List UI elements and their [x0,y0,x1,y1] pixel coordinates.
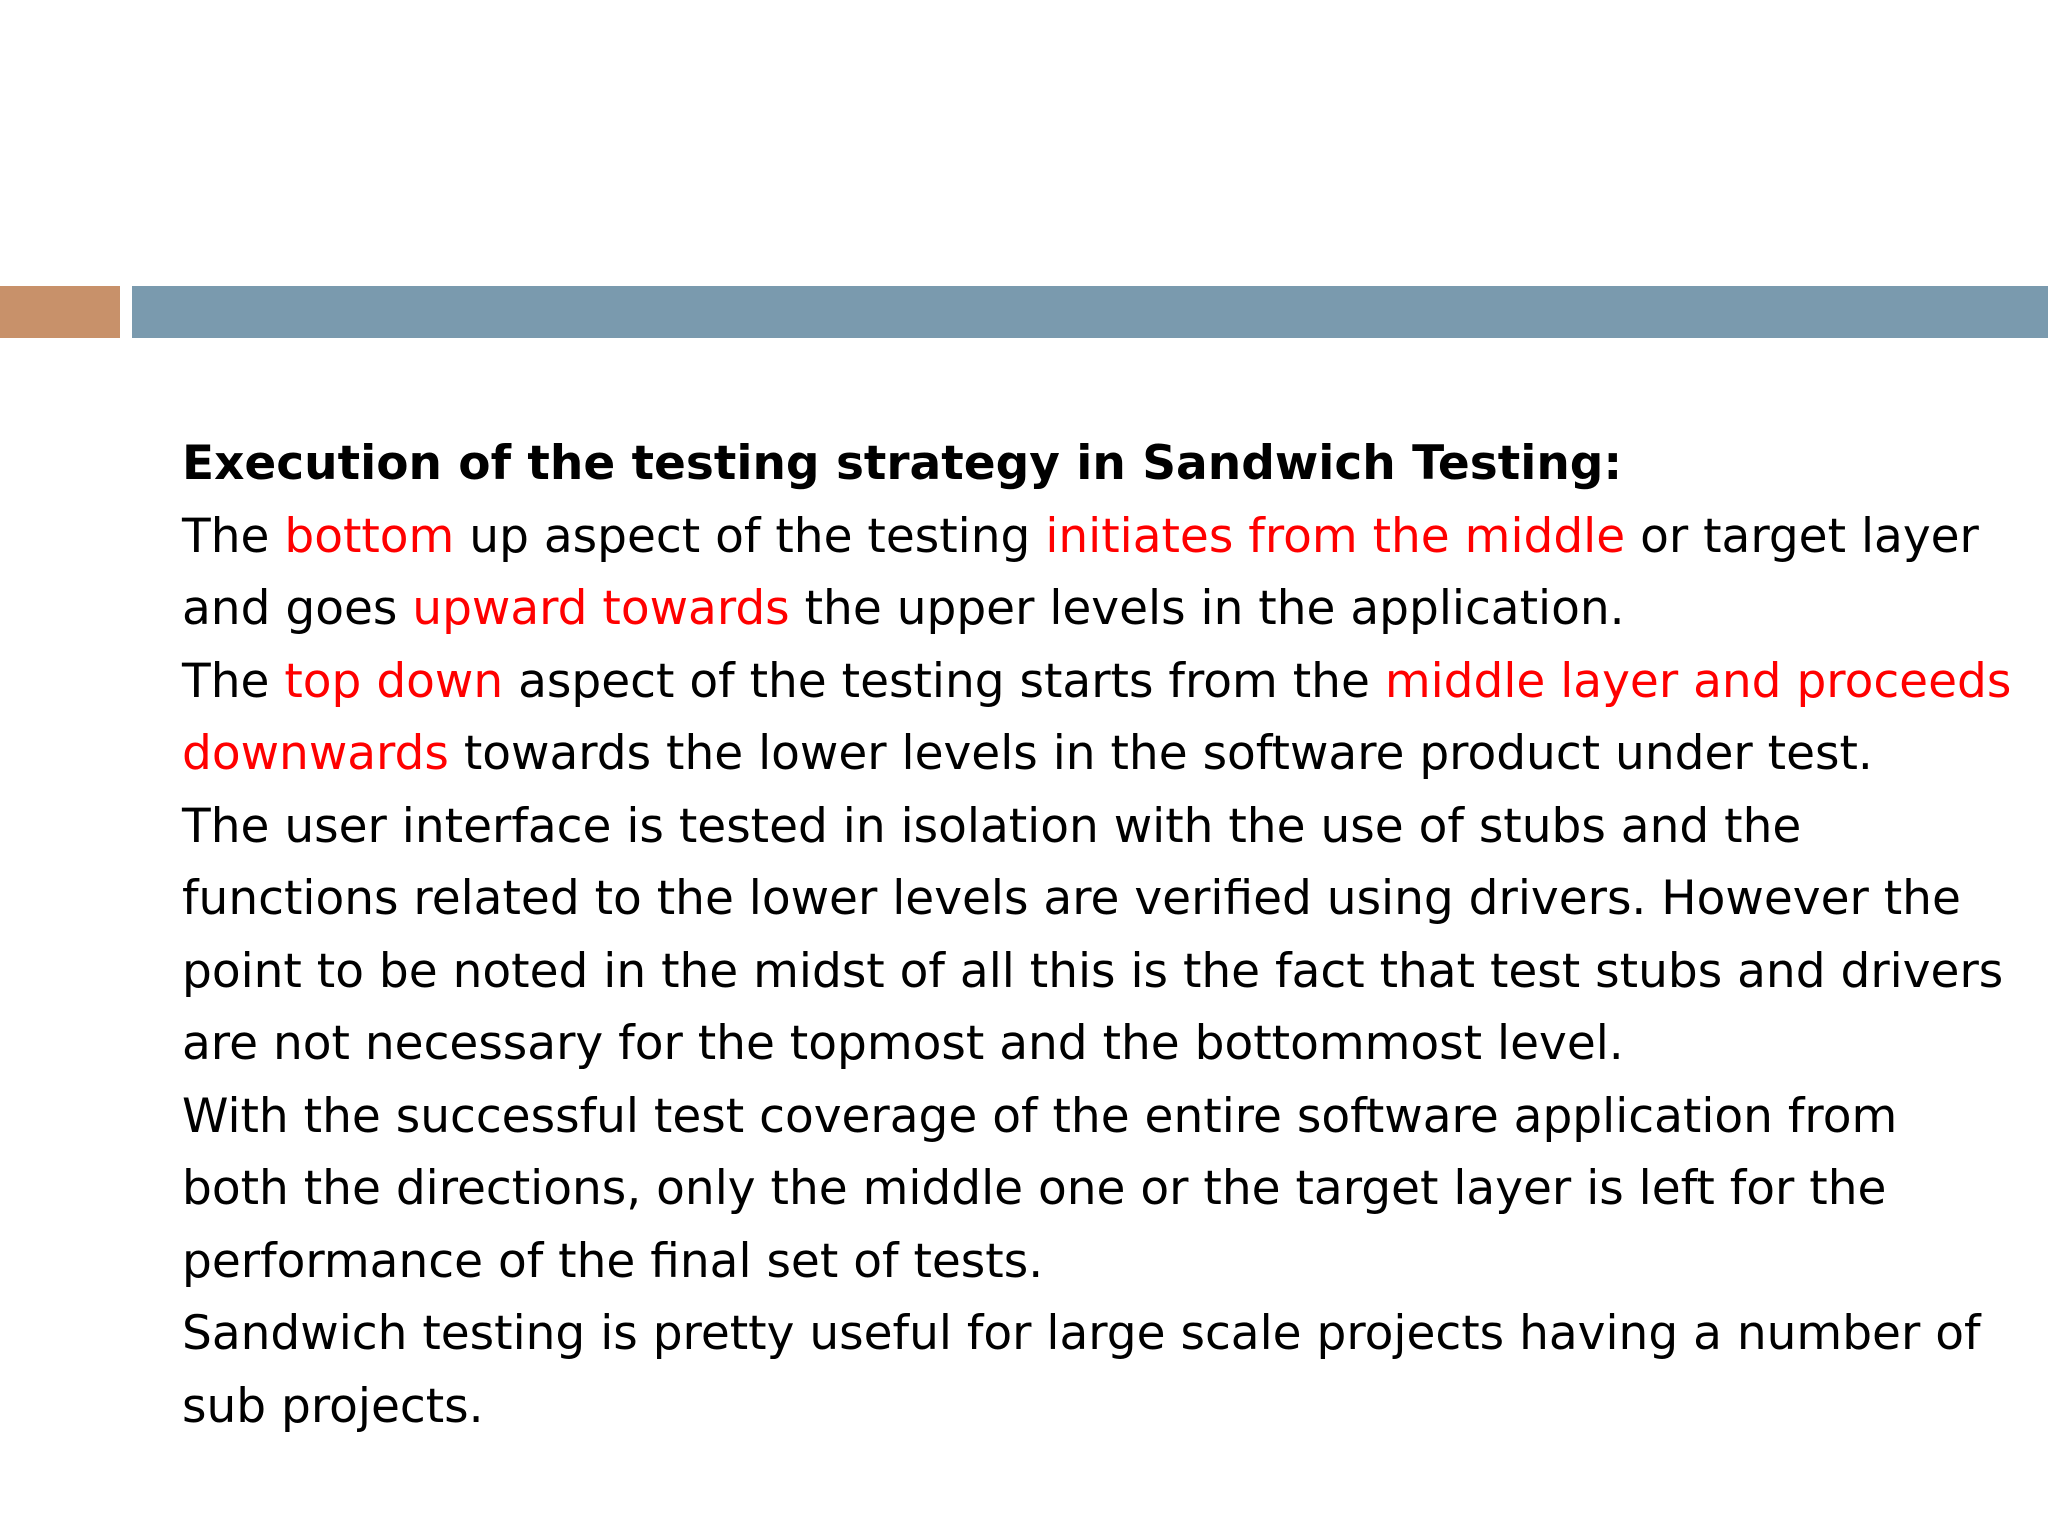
paragraph [182,501,2012,646]
highlighted-text: top down [284,653,504,709]
paragraph [182,646,2012,791]
highlighted-text: initiates from the middle [1045,508,1626,564]
slide-body [182,428,2012,1443]
slide-heading: Execution of the testing strategy in Sandwich Testing: [182,436,1623,491]
paragraph [182,1081,2012,1299]
body-text: The user interface is tested in isolation with the use of stubs and the functions related to the lower levels are verified using drivers. However the point to be noted in the midst of all this is the fact that test stubs and drivers are not necessary for the topmost and the bottommost level. [182,798,2004,1071]
body-text: The [182,508,285,564]
paragraph [182,1298,2012,1443]
body-text: With the successful test coverage of the entire software application from both the directions, only the middle one or the target layer is left for the performance of the final set of tests. [182,1088,1898,1289]
accent-bar [0,286,120,338]
paragraph-list [182,501,2012,1444]
body-text: aspect of the testing starts from the [503,653,1385,709]
body-text: towards the lower levels in the software product under test. [448,726,1873,781]
highlighted-text: upward towards [412,581,790,636]
body-text: Sandwich testing is pretty useful for large scale projects having a number of sub projects. [182,1306,1981,1434]
highlighted-text: middle layer and proceeds downwards [182,653,2012,781]
highlighted-text: bottom [284,508,455,564]
body-text: the upper levels in the application. [789,581,1625,636]
body-text: The [182,653,285,709]
title-bar [132,286,2048,338]
body-text: or target layer and goes [182,508,1979,636]
paragraph [182,791,2012,1081]
body-text: up aspect of the testing [454,508,1046,564]
